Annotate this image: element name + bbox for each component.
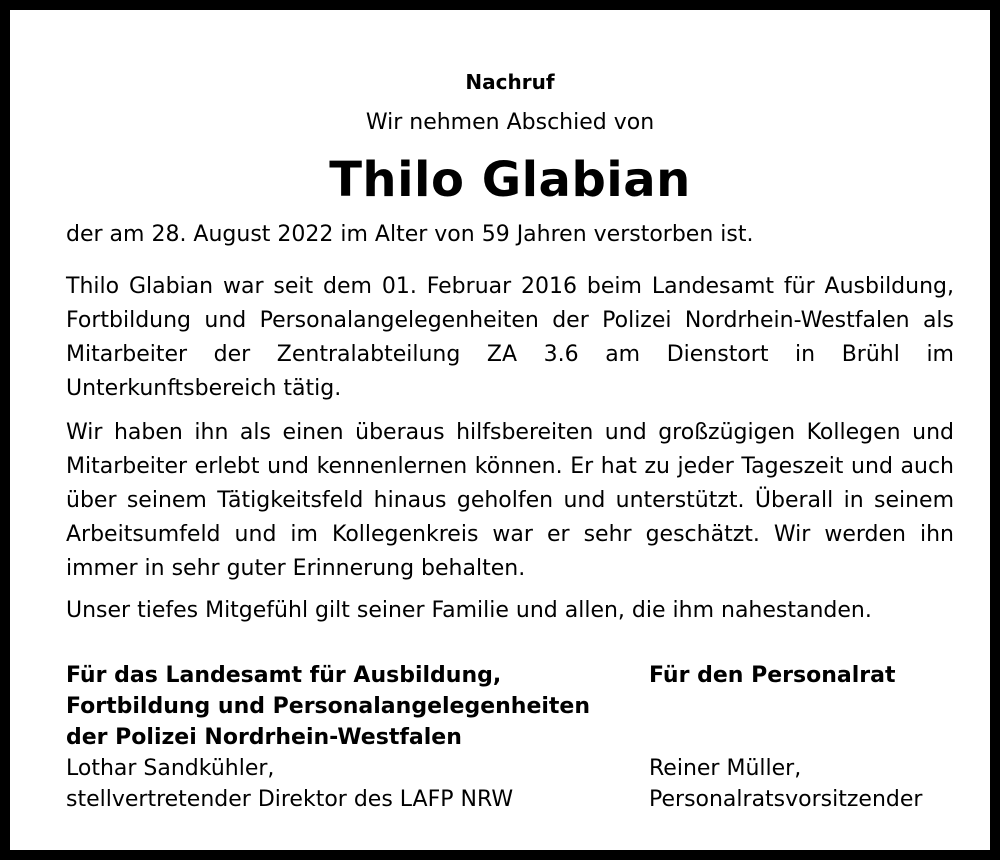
signatory-role: Personalratsvorsitzender xyxy=(649,787,923,812)
signature-block-lafp xyxy=(66,660,626,815)
obituary-content xyxy=(66,68,954,812)
signature-org-line: Für das Landesamt für Ausbildung, xyxy=(66,663,502,688)
death-statement: der am 28. August 2022 im Alter von 59 Jahren verstorben ist. xyxy=(66,222,754,247)
signature-org-line: Fortbildung und Personalangelegenheiten xyxy=(66,694,591,719)
signatory-role: stellvertretender Direktor des LAFP NRW xyxy=(66,787,514,812)
paragraph-career: Thilo Glabian war seit dem 01. Februar 2016 beim Landesamt für Ausbildung, Fortbildung und Personalangelegenheiten der Polizei Nordrhein-Westfalen als Mitarbeiter der Zentralabteilung ZA 3.6 am Dienstort in Brühl im Unterkunftsbereich tätig. xyxy=(66,274,954,401)
signature-org-line: Für den Personalrat xyxy=(649,663,896,688)
signature-org-line: der Polizei Nordrhein-Westfalen xyxy=(66,725,462,750)
paragraph-tribute: Wir haben ihn als einen überaus hilfsbereiten und großzügigen Kollegen und Mitarbeiter erlebt und kennenlernen können. Er hat zu jeder Tageszeit und auch über seinem Tätigkeitsfeld hinaus geholfen und unterstützt. Überall in seinem Arbeitsumfeld und im Kollegenkreis war er sehr geschätzt. Wir werden ihn immer in sehr guter Erinnerung behalten. xyxy=(66,420,954,581)
signature-spacer xyxy=(649,691,954,753)
notice-heading: Nachruf xyxy=(465,70,555,94)
notice-subheading: Wir nehmen Abschied von xyxy=(365,110,655,135)
deceased-name: Thilo Glabian xyxy=(329,152,691,208)
signatory-name: Lothar Sandkühler, xyxy=(66,756,275,781)
signature-block-personalrat xyxy=(649,660,954,815)
paragraph-condolence: Unser tiefes Mitgefühl gilt seiner Familie und allen, die ihm nahestanden. xyxy=(66,598,872,623)
signatory-name: Reiner Müller, xyxy=(649,756,802,781)
